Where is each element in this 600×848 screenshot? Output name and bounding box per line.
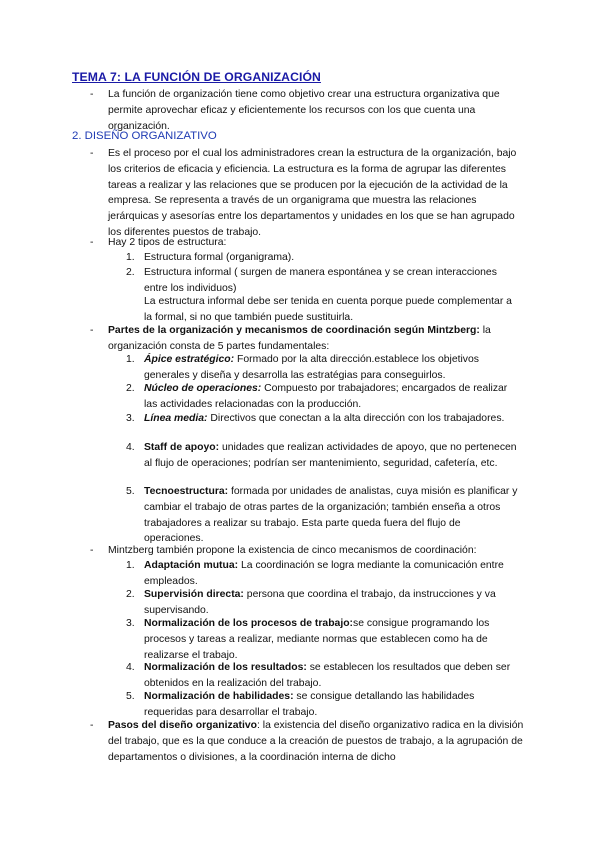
section-heading: 2. DISEÑO ORGANIZATIVO (72, 130, 217, 142)
bold-term: Pasos del diseño organizativo (108, 720, 257, 731)
bullet-marker: - (90, 325, 94, 336)
list-item (144, 352, 522, 384)
list-number: 2. (126, 267, 135, 278)
list-item (144, 616, 522, 663)
list-item: Estructura formal (organigrama). (144, 252, 295, 263)
list-item (144, 587, 522, 619)
bold-term: Adaptación mutua: (144, 560, 239, 571)
structure-types-intro: Hay 2 tipos de estructura: (108, 237, 227, 248)
item-text: formada por unidades de analistas, cuya misión es planificar y cambiar el trabajo de otras partes de la organización; también enseña a otros trabajadores a realizar su trabajo. Esta parte queda fuera del flujo de operaciones. (144, 486, 518, 545)
list-number: 1. (126, 354, 135, 365)
list-number: 1. (126, 252, 135, 263)
list-item (144, 558, 522, 590)
bold-term: Línea media: (144, 413, 208, 424)
bold-term: Supervisión directa: (144, 589, 244, 600)
bold-term: Normalización de habilidades: (144, 691, 294, 702)
bold-term: Normalización de los procesos de trabajo: (144, 618, 354, 629)
bullet-marker: - (90, 720, 94, 731)
item-text: Compuesto por trabajadores; encargados de realizar las actividades relacionadas con la producción. (144, 383, 508, 410)
list-number: 3. (126, 618, 135, 629)
page-title: TEMA 7: LA FUNCIÓN DE ORGANIZACIÓN (72, 70, 321, 84)
item-text: se consigue programando los procesos y tareas a realizar, mediante normas que establecen como ha de realizarse el trabajo. (144, 618, 490, 661)
list-number: 4. (126, 662, 135, 673)
bold-term: Ápice estratégico: (144, 354, 235, 365)
bold-term: Normalización de los resultados: (144, 662, 307, 673)
bold-term: Núcleo de operaciones: (144, 383, 262, 394)
design-steps-paragraph (108, 718, 524, 765)
list-item (144, 411, 522, 427)
item-text: persona que coordina el trabajo, da instrucciones y va supervisando. (144, 589, 496, 616)
mintzberg-parts-intro (108, 323, 524, 355)
list-item (144, 689, 522, 721)
list-number: 2. (126, 383, 135, 394)
bold-term: Tecnoestructura: (144, 486, 229, 497)
list-number: 2. (126, 589, 135, 600)
item-text: unidades que realizan actividades de apoyo, que no pertenecen al flujo de operaciones; podrían ser mantenimiento, seguridad, cafetería, etc. (144, 442, 517, 469)
bold-term: Partes de la organización y mecanismos de coordinación según Mintzberg: (108, 325, 480, 336)
bullet-marker: - (90, 545, 94, 556)
paragraph-text: la organización consta de 5 partes fundamentales: (108, 325, 491, 352)
list-number: 4. (126, 442, 135, 453)
mechanisms-intro: Mintzberg también propone la existencia de cinco mecanismos de coordinación: (108, 545, 477, 556)
informal-structure-note: La estructura informal debe ser tenida en cuenta porque puede complementar a la formal, si no que también puede sustituirla. (144, 296, 512, 323)
item-text: se consigue detallando las habilidades requeridas para desarrollar el trabajo. (144, 691, 475, 718)
list-number: 1. (126, 560, 135, 571)
list-item: Estructura informal ( surgen de manera espontánea y se crean interacciones entre los individuos) (144, 267, 497, 294)
definition-paragraph: Es el proceso por el cual los administradores crean la estructura de la organización, bajo los criterios de eficacia y eficiencia. La estructura es la forma de agrupar las diferentes tareas a realizar y las relaciones que se producen por la ejecución de la actividad de la empresa. Se representa a través de un organigrama que muestra las relaciones jerárquicas y asesorías entre los departamentos y unidades en los que se han agrupado los diferentes puestos de trabajo. (108, 148, 517, 238)
list-number: 3. (126, 413, 135, 424)
paragraph-text: : la existencia del diseño organizativo radica en la división del trabajo, que es la que conduce a la creación de puestos de trabajo, a la agrupación de departamentos o divisiones, a la coordinación interna de dicho (108, 720, 524, 763)
bullet-marker: - (90, 237, 94, 248)
list-item (144, 440, 522, 472)
bullet-marker: - (90, 89, 94, 100)
list-item (144, 660, 522, 692)
list-number: 5. (126, 486, 135, 497)
item-text: La coordinación se logra mediante la comunicación entre empleados. (144, 560, 504, 587)
bullet-marker: - (90, 148, 94, 159)
item-text: se establecen los resultados que deben ser obtenidos en la realización del trabajo. (144, 662, 511, 689)
intro-paragraph: La función de organización tiene como objetivo crear una estructura organizativa que permite aprovechar eficaz y eficientemente los recursos con los que cuenta una organización. (108, 89, 500, 132)
bold-term: Staff de apoyo: (144, 442, 220, 453)
list-number: 5. (126, 691, 135, 702)
item-text: Formado por la alta dirección.establece los objetivos generales y diseña y desarrolla las estratégias para conseguirlos. (144, 354, 479, 381)
list-item (144, 381, 522, 413)
item-text: Directivos que conectan a la alta dirección con los trabajadores. (207, 413, 505, 424)
list-item (144, 484, 522, 547)
